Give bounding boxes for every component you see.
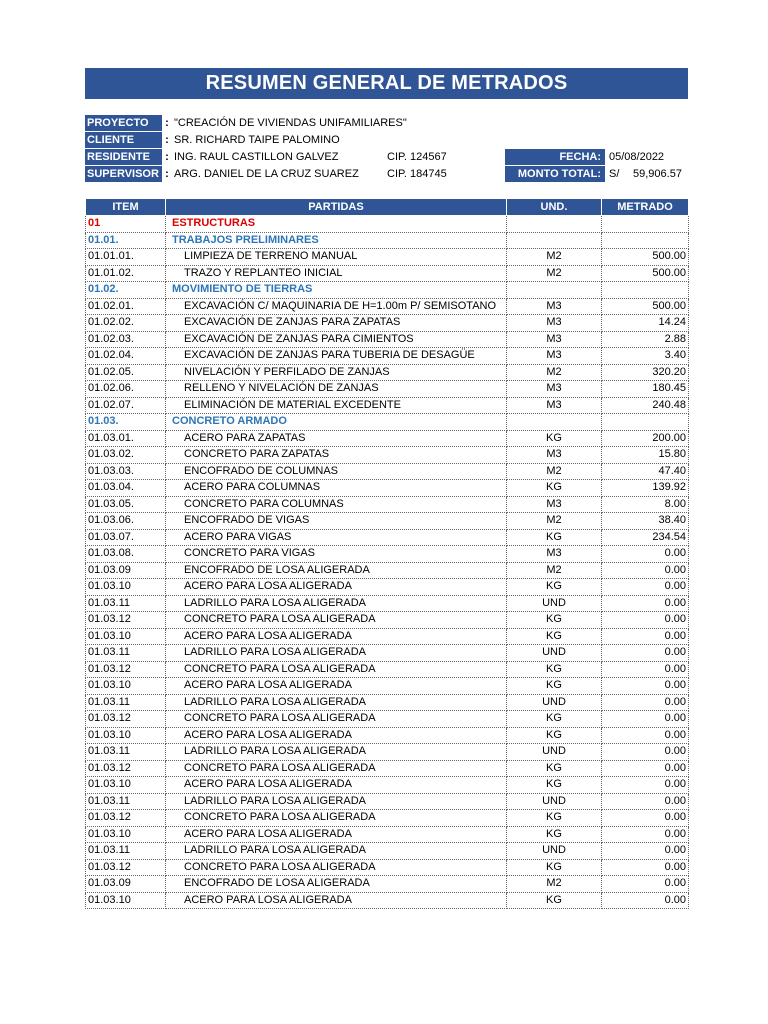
table-row bbox=[86, 298, 689, 315]
table-body bbox=[86, 216, 689, 909]
fecha-label: FECHA: bbox=[505, 149, 605, 165]
item-code: 01.02.01. bbox=[86, 298, 166, 315]
metrado-value: 38.40 bbox=[602, 513, 689, 530]
table-row bbox=[86, 496, 689, 513]
table-header-row bbox=[86, 199, 689, 216]
unit: KG bbox=[507, 430, 602, 447]
colon: : bbox=[165, 117, 169, 129]
table-row bbox=[86, 612, 689, 629]
metrado-value: 200.00 bbox=[602, 430, 689, 447]
unit: KG bbox=[507, 892, 602, 909]
unit: M2 bbox=[507, 249, 602, 266]
item-code: 01.01. bbox=[86, 232, 166, 249]
unit: M3 bbox=[507, 397, 602, 414]
metrado-value bbox=[602, 216, 689, 233]
partida-description: EXCAVACIÓN DE ZANJAS PARA TUBERIA DE DESAGÜE bbox=[166, 348, 507, 365]
metrado-value: 0.00 bbox=[602, 711, 689, 728]
unit: KG bbox=[507, 810, 602, 827]
header-metrado: METRADO bbox=[602, 199, 689, 216]
item-code: 01.01.01. bbox=[86, 249, 166, 266]
table-row bbox=[86, 430, 689, 447]
metrado-value: 0.00 bbox=[602, 760, 689, 777]
unit: KG bbox=[507, 579, 602, 596]
partida-description: NIVELACIÓN Y PERFILADO DE ZANJAS bbox=[166, 364, 507, 381]
item-code: 01.03.11 bbox=[86, 595, 166, 612]
item-code: 01.03.12 bbox=[86, 810, 166, 827]
table-row bbox=[86, 348, 689, 365]
unit: M3 bbox=[507, 496, 602, 513]
partida-description: CONCRETO PARA LOSA ALIGERADA bbox=[166, 859, 507, 876]
header-item: ITEM bbox=[86, 199, 166, 216]
unit: KG bbox=[507, 628, 602, 645]
unit: UND bbox=[507, 793, 602, 810]
metrado-value: 0.00 bbox=[602, 744, 689, 761]
unit: UND bbox=[507, 843, 602, 860]
table-row bbox=[86, 315, 689, 332]
table-row bbox=[86, 876, 689, 893]
partida-description: EXCAVACIÓN DE ZANJAS PARA CIMIENTOS bbox=[166, 331, 507, 348]
metrado-value: 0.00 bbox=[602, 595, 689, 612]
metrado-value: 0.00 bbox=[602, 546, 689, 563]
partida-description: ENCOFRADO DE LOSA ALIGERADA bbox=[166, 562, 507, 579]
item-code: 01.03.12 bbox=[86, 661, 166, 678]
unit: KG bbox=[507, 859, 602, 876]
fecha-value: 05/08/2022 bbox=[609, 151, 665, 163]
unit: M3 bbox=[507, 546, 602, 563]
unit: KG bbox=[507, 612, 602, 629]
metrado-value: 0.00 bbox=[602, 727, 689, 744]
table-row bbox=[86, 216, 689, 233]
partida-description: EXCAVACIÓN DE ZANJAS PARA ZAPATAS bbox=[166, 315, 507, 332]
partida-description: ACERO PARA LOSA ALIGERADA bbox=[166, 826, 507, 843]
partida-description: CONCRETO ARMADO bbox=[166, 414, 507, 431]
unit bbox=[507, 282, 602, 299]
item-code: 01 bbox=[86, 216, 166, 233]
partida-description: LADRILLO PARA LOSA ALIGERADA bbox=[166, 645, 507, 662]
table-row bbox=[86, 678, 689, 695]
item-code: 01.02. bbox=[86, 282, 166, 299]
cliente-value: SR. RICHARD TAIPE PALOMINO bbox=[174, 134, 340, 146]
table-row bbox=[86, 447, 689, 464]
table-row bbox=[86, 331, 689, 348]
partida-description: CONCRETO PARA LOSA ALIGERADA bbox=[166, 661, 507, 678]
table-row bbox=[86, 826, 689, 843]
partida-description: ELIMINACIÓN DE MATERIAL EXCEDENTE bbox=[166, 397, 507, 414]
item-code: 01.03.05. bbox=[86, 496, 166, 513]
item-code: 01.03.01. bbox=[86, 430, 166, 447]
partida-description: ACERO PARA LOSA ALIGERADA bbox=[166, 727, 507, 744]
partida-description: ACERO PARA COLUMNAS bbox=[166, 480, 507, 497]
item-code: 01.03.12 bbox=[86, 711, 166, 728]
table-row bbox=[86, 414, 689, 431]
supervisor-label: SUPERVISOR bbox=[85, 166, 162, 182]
metrado-value: 240.48 bbox=[602, 397, 689, 414]
metrado-value: 0.00 bbox=[602, 843, 689, 860]
cliente-label: CLIENTE bbox=[85, 132, 162, 148]
project-info bbox=[85, 115, 688, 181]
item-code: 01.03.09 bbox=[86, 876, 166, 893]
item-code: 01.03.02. bbox=[86, 447, 166, 464]
partida-description: ESTRUCTURAS bbox=[166, 216, 507, 233]
unit: M3 bbox=[507, 298, 602, 315]
partida-description: MOVIMIENTO DE TIERRAS bbox=[166, 282, 507, 299]
partida-description: ACERO PARA ZAPATAS bbox=[166, 430, 507, 447]
table-row bbox=[86, 529, 689, 546]
metrados-table bbox=[85, 198, 689, 909]
unit bbox=[507, 216, 602, 233]
proyecto-row bbox=[85, 115, 688, 131]
metrado-value: 180.45 bbox=[602, 381, 689, 398]
monto-label: MONTO TOTAL: bbox=[505, 166, 605, 182]
metrado-value: 234.54 bbox=[602, 529, 689, 546]
monto-currency: S/ bbox=[609, 168, 620, 180]
unit: M3 bbox=[507, 331, 602, 348]
metrado-value: 0.00 bbox=[602, 810, 689, 827]
metrado-value: 0.00 bbox=[602, 859, 689, 876]
monto-amount: 59,906.57 bbox=[633, 168, 682, 180]
metrado-value bbox=[602, 232, 689, 249]
table-row bbox=[86, 744, 689, 761]
table-row bbox=[86, 480, 689, 497]
unit: KG bbox=[507, 529, 602, 546]
metrado-value: 0.00 bbox=[602, 826, 689, 843]
item-code: 01.03.11 bbox=[86, 694, 166, 711]
unit: M2 bbox=[507, 265, 602, 282]
metrado-value: 0.00 bbox=[602, 628, 689, 645]
supervisor-row bbox=[85, 166, 688, 182]
metrado-value: 0.00 bbox=[602, 661, 689, 678]
residente-row bbox=[85, 149, 688, 165]
proyecto-label: PROYECTO bbox=[85, 115, 162, 131]
table-row bbox=[86, 843, 689, 860]
unit: M3 bbox=[507, 447, 602, 464]
table-row bbox=[86, 793, 689, 810]
unit: M2 bbox=[507, 562, 602, 579]
partida-description: LADRILLO PARA LOSA ALIGERADA bbox=[166, 744, 507, 761]
partida-description: ENCOFRADO DE COLUMNAS bbox=[166, 463, 507, 480]
partida-description: LADRILLO PARA LOSA ALIGERADA bbox=[166, 595, 507, 612]
item-code: 01.03.11 bbox=[86, 843, 166, 860]
item-code: 01.03.10 bbox=[86, 628, 166, 645]
unit: KG bbox=[507, 826, 602, 843]
item-code: 01.03.10 bbox=[86, 777, 166, 794]
table-row bbox=[86, 645, 689, 662]
metrado-value: 320.20 bbox=[602, 364, 689, 381]
partida-description: ACERO PARA VIGAS bbox=[166, 529, 507, 546]
table-row bbox=[86, 711, 689, 728]
table-row bbox=[86, 859, 689, 876]
partida-description: ACERO PARA LOSA ALIGERADA bbox=[166, 777, 507, 794]
metrado-value: 0.00 bbox=[602, 678, 689, 695]
table-row bbox=[86, 727, 689, 744]
metrado-value: 47.40 bbox=[602, 463, 689, 480]
table-row bbox=[86, 579, 689, 596]
unit: M2 bbox=[507, 463, 602, 480]
metrado-value: 0.00 bbox=[602, 645, 689, 662]
unit bbox=[507, 414, 602, 431]
metrado-value bbox=[602, 282, 689, 299]
partida-description: CONCRETO PARA VIGAS bbox=[166, 546, 507, 563]
metrado-value: 500.00 bbox=[602, 249, 689, 266]
metrado-value: 8.00 bbox=[602, 496, 689, 513]
item-code: 01.03.08. bbox=[86, 546, 166, 563]
table-row bbox=[86, 381, 689, 398]
metrado-value: 0.00 bbox=[602, 694, 689, 711]
cliente-row bbox=[85, 132, 688, 148]
item-code: 01.01.02. bbox=[86, 265, 166, 282]
table-row bbox=[86, 661, 689, 678]
item-code: 01.02.02. bbox=[86, 315, 166, 332]
table-row bbox=[86, 513, 689, 530]
partida-description: CONCRETO PARA LOSA ALIGERADA bbox=[166, 760, 507, 777]
proyecto-value: "CREACIÓN DE VIVIENDAS UNIFAMILIARES" bbox=[174, 117, 407, 129]
metrado-value: 0.00 bbox=[602, 793, 689, 810]
table-row bbox=[86, 777, 689, 794]
partida-description: ENCOFRADO DE LOSA ALIGERADA bbox=[166, 876, 507, 893]
partida-description: CONCRETO PARA LOSA ALIGERADA bbox=[166, 612, 507, 629]
metrado-value: 15.80 bbox=[602, 447, 689, 464]
item-code: 01.03.10 bbox=[86, 579, 166, 596]
unit: M3 bbox=[507, 348, 602, 365]
item-code: 01.03. bbox=[86, 414, 166, 431]
header-partidas: PARTIDAS bbox=[166, 199, 507, 216]
partida-description: RELLENO Y NIVELACIÓN DE ZANJAS bbox=[166, 381, 507, 398]
header-und: UND. bbox=[507, 199, 602, 216]
unit: M3 bbox=[507, 315, 602, 332]
table-row bbox=[86, 265, 689, 282]
item-code: 01.03.12 bbox=[86, 859, 166, 876]
partida-description: LADRILLO PARA LOSA ALIGERADA bbox=[166, 694, 507, 711]
partida-description: LIMPIEZA DE TERRENO MANUAL bbox=[166, 249, 507, 266]
item-code: 01.03.10 bbox=[86, 892, 166, 909]
partida-description: LADRILLO PARA LOSA ALIGERADA bbox=[166, 793, 507, 810]
table-row bbox=[86, 364, 689, 381]
colon: : bbox=[165, 151, 169, 163]
table-row bbox=[86, 562, 689, 579]
unit: M2 bbox=[507, 513, 602, 530]
partida-description: ENCOFRADO DE VIGAS bbox=[166, 513, 507, 530]
item-code: 01.03.07. bbox=[86, 529, 166, 546]
item-code: 01.03.03. bbox=[86, 463, 166, 480]
partida-description: TRABAJOS PRELIMINARES bbox=[166, 232, 507, 249]
unit: KG bbox=[507, 760, 602, 777]
colon: : bbox=[165, 134, 169, 146]
partida-description: EXCAVACIÓN C/ MAQUINARIA DE H=1.00m P/ SEMISOTANO bbox=[166, 298, 507, 315]
colon: : bbox=[165, 168, 169, 180]
unit bbox=[507, 232, 602, 249]
unit: M2 bbox=[507, 364, 602, 381]
table-row bbox=[86, 282, 689, 299]
item-code: 01.03.12 bbox=[86, 760, 166, 777]
metrado-value: 0.00 bbox=[602, 876, 689, 893]
table-row bbox=[86, 463, 689, 480]
table-row bbox=[86, 249, 689, 266]
metrado-value: 0.00 bbox=[602, 612, 689, 629]
partida-description: ACERO PARA LOSA ALIGERADA bbox=[166, 628, 507, 645]
partida-description: LADRILLO PARA LOSA ALIGERADA bbox=[166, 843, 507, 860]
table-row bbox=[86, 232, 689, 249]
residente-label: RESIDENTE bbox=[85, 149, 162, 165]
item-code: 01.03.11 bbox=[86, 744, 166, 761]
metrado-value: 500.00 bbox=[602, 298, 689, 315]
metrado-value: 2.88 bbox=[602, 331, 689, 348]
item-code: 01.03.06. bbox=[86, 513, 166, 530]
partida-description: TRAZO Y REPLANTEO INICIAL bbox=[166, 265, 507, 282]
metrado-value: 500.00 bbox=[602, 265, 689, 282]
partida-description: CONCRETO PARA LOSA ALIGERADA bbox=[166, 711, 507, 728]
partida-description: ACERO PARA LOSA ALIGERADA bbox=[166, 678, 507, 695]
residente-cip: CIP. 124567 bbox=[387, 151, 447, 163]
unit: UND bbox=[507, 744, 602, 761]
metrado-value: 14.24 bbox=[602, 315, 689, 332]
item-code: 01.02.06. bbox=[86, 381, 166, 398]
page-title: RESUMEN GENERAL DE METRADOS bbox=[85, 68, 688, 99]
supervisor-value: ARG. DANIEL DE LA CRUZ SUAREZ bbox=[174, 168, 359, 180]
item-code: 01.03.11 bbox=[86, 645, 166, 662]
metrado-value: 0.00 bbox=[602, 579, 689, 596]
unit: KG bbox=[507, 711, 602, 728]
item-code: 01.02.07. bbox=[86, 397, 166, 414]
supervisor-cip: CIP. 184745 bbox=[387, 168, 447, 180]
unit: KG bbox=[507, 678, 602, 695]
item-code: 01.03.12 bbox=[86, 612, 166, 629]
table-row bbox=[86, 694, 689, 711]
unit: UND bbox=[507, 645, 602, 662]
unit: KG bbox=[507, 480, 602, 497]
item-code: 01.03.10 bbox=[86, 678, 166, 695]
partida-description: CONCRETO PARA COLUMNAS bbox=[166, 496, 507, 513]
table-row bbox=[86, 595, 689, 612]
metrado-value: 0.00 bbox=[602, 562, 689, 579]
partida-description: ACERO PARA LOSA ALIGERADA bbox=[166, 579, 507, 596]
unit: UND bbox=[507, 694, 602, 711]
metrado-value: 0.00 bbox=[602, 892, 689, 909]
item-code: 01.03.11 bbox=[86, 793, 166, 810]
partida-description: CONCRETO PARA LOSA ALIGERADA bbox=[166, 810, 507, 827]
metrado-value bbox=[602, 414, 689, 431]
item-code: 01.03.10 bbox=[86, 727, 166, 744]
monto-value bbox=[609, 166, 682, 182]
metrado-value: 0.00 bbox=[602, 777, 689, 794]
table-row bbox=[86, 628, 689, 645]
partida-description: ACERO PARA LOSA ALIGERADA bbox=[166, 892, 507, 909]
table-row bbox=[86, 760, 689, 777]
unit: M3 bbox=[507, 381, 602, 398]
metrado-value: 139.92 bbox=[602, 480, 689, 497]
item-code: 01.02.03. bbox=[86, 331, 166, 348]
table-row bbox=[86, 546, 689, 563]
item-code: 01.02.04. bbox=[86, 348, 166, 365]
item-code: 01.03.10 bbox=[86, 826, 166, 843]
table-row bbox=[86, 892, 689, 909]
item-code: 01.03.04. bbox=[86, 480, 166, 497]
item-code: 01.02.05. bbox=[86, 364, 166, 381]
unit: KG bbox=[507, 661, 602, 678]
table-row bbox=[86, 397, 689, 414]
metrado-value: 3.40 bbox=[602, 348, 689, 365]
unit: KG bbox=[507, 727, 602, 744]
partida-description: CONCRETO PARA ZAPATAS bbox=[166, 447, 507, 464]
item-code: 01.03.09 bbox=[86, 562, 166, 579]
table-row bbox=[86, 810, 689, 827]
residente-value: ING. RAUL CASTILLON GALVEZ bbox=[174, 151, 339, 163]
unit: KG bbox=[507, 777, 602, 794]
unit: UND bbox=[507, 595, 602, 612]
unit: M2 bbox=[507, 876, 602, 893]
